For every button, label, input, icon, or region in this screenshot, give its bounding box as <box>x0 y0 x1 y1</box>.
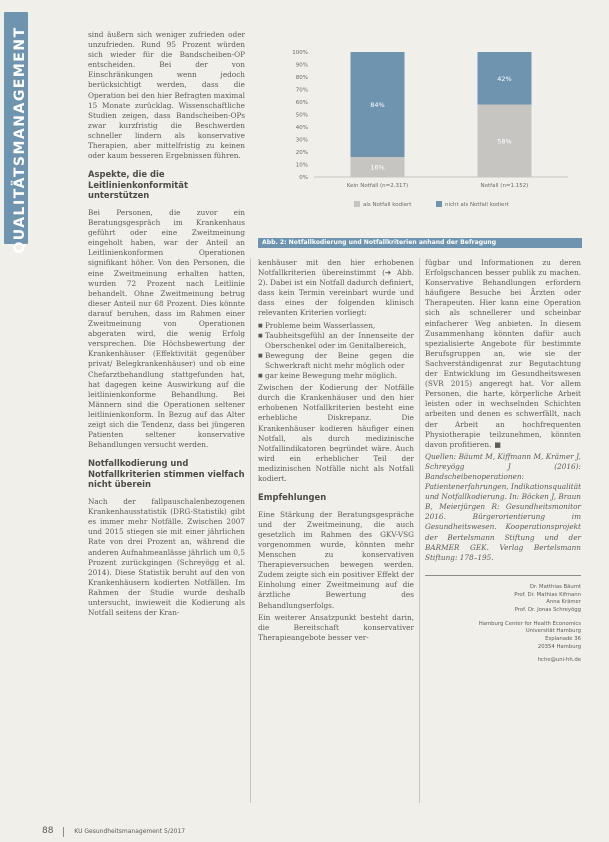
figure-chart <box>258 38 582 250</box>
data-label: 42% <box>497 74 512 83</box>
y-tick-label: 100% <box>292 50 308 56</box>
footer-separator <box>63 827 64 837</box>
data-label: 16% <box>370 163 385 172</box>
paragraph: Nach der fallpauschalenbezogenen Krankenhausstatistik (DRG-Statistik) gibt es immer mehr Notfälle. Zwischen 2007 und 2015 stiegen sie mit einer jährlichen Rate von drei Prozent an, während die anderen Aufnahmeanlässe jährlich um 0,5 Prozent zurückgingen (Schreyögg et al. 2014). Diese Statistik beruht auf den von Krankenhäusern kodierten Notfällen. Im Rahmen der Studie wurde deshalb untersucht, inwieweit die Kodierung als Notfall seitens der Kran- <box>88 497 245 618</box>
section-title: QUALITÄTSMANAGEMENT <box>12 26 28 254</box>
paragraph: kenhäuser mit den hier erhobenen Notfallkriterien übereinstimmt (➔ Abb. 2). Dabei ist ein Notfall dadurch definiert, dass kein Termin vereinbart wurde und dass eines der folgenden klinisch relevanten Kriterien vorliegt: <box>258 258 414 318</box>
y-tick-label: 20% <box>295 150 308 156</box>
category-label: Notfall (n=1.152) <box>480 183 529 189</box>
paragraph: sind äußern sich weniger zufrieden oder unzufrieden. Rund 95 Prozent würden sich wieder für die Bandscheiben-OP entscheiden. Bei der von Einschränkungen wenn jedoch berücksichtigt werden, dass die Operation bei den hier Befragten maximal 15 Monate zurücklag. Wissenschaftliche Studien zeigen, dass Bandscheiben-OPs zwar kurzfristig die Beschwerden schneller lindern als konservative Therapien, aber mittelfristig zu keinen oder kaum besseren Ergebnissen führen. <box>88 30 245 161</box>
y-tick-label: 10% <box>295 162 308 169</box>
paragraph: Eine Stärkung der Beratungsgespräche und der Zweitmeinung, die auch gesetzlich im Rahmen des GKV-VSG vorgenommen wurde, könnten mehr Menschen zu konservativen Therapieversuchen bewegen werden. Zudem zeigte sich ein positiver Effekt der Einholung einer Zweitmeinung auf die ärztliche Bewertung des Behandlungserfolgs. <box>258 509 414 610</box>
legend-swatch <box>354 201 360 207</box>
y-tick-label: 30% <box>295 137 308 144</box>
list-item: ■ Bewegung der Beine gegen die Schwerkraft nicht mehr möglich oder <box>258 351 414 371</box>
contact-email: hche@uni-hh.de <box>537 657 581 664</box>
legend-label: nicht als Notfall kodiert <box>445 202 509 208</box>
end-mark: ■ <box>494 440 502 449</box>
list-item: ■ Probleme beim Wasserlassen, <box>258 321 414 331</box>
section-heading: Empfehlungen <box>258 492 327 503</box>
column-divider <box>250 258 251 803</box>
paragraph <box>425 258 581 450</box>
author-name: Anna Krämer <box>546 599 581 606</box>
y-tick-label: 0% <box>299 175 308 181</box>
paragraph: Ein weiterer Ansatzpunkt besteht darin, die Bereitschaft konservativer Therapieangebote besser ver- <box>258 612 414 642</box>
criteria-list <box>258 321 414 382</box>
author-block <box>425 575 581 665</box>
institution-line: Esplanade 36 <box>545 636 581 643</box>
publication-name: KU Gesundheitsmanagement 5/2017 <box>74 828 186 835</box>
y-tick-label: 80% <box>295 75 308 81</box>
page-number: 88 <box>42 826 54 836</box>
legend-label: als Notfall kodiert <box>363 202 412 208</box>
page-footer <box>42 826 582 837</box>
institution-line: Universität Hamburg <box>525 628 581 635</box>
text-column-1 <box>88 30 245 620</box>
section-heading: Aspekte, die die Leitlinienkonformität unterstützen <box>88 169 188 201</box>
y-tick-label: 60% <box>295 100 308 106</box>
list-item: ■ gar keine Bewegung mehr möglich. <box>258 371 414 381</box>
section-heading: Notfallkodierung und Notfallkriterien stimmen vielfach nicht überein <box>88 458 245 490</box>
institution-line: Hamburg Center for Health Economics <box>478 620 581 627</box>
paragraph-text: fügbar und Informationen zu deren Erfolgschancen besser publik zu machen. Konservative Behandlungen erfordern häufigere Besuche bei Ärzten oder Therapeuten. Hier kann eine Operation sich als schnellerer und scheinbar einfacherer Weg anbieten. In diesem Zusammenhang könnten dafür auch spezialisierte Angebote für bestimmte Berufsgruppen an, wie sie der Sachverständigenrat zur Begutachtung der Entwicklung im Gesundheitswesen (SVR 2015) angeregt hat. Vor allem Personen, die harte, körperliche Arbeit leisten oder in wechselnden Schichten arbeiten und denen es schwerfällt, nach der Arbeit an hochfrequenten Physiotherapie teilzunehmen, könnten davon profitieren. <box>425 258 581 449</box>
sidebar <box>0 0 32 842</box>
source-citation: Quellen: Bäumt M, Kiffmann M, Krämer J, Schreyögg J (2016): Bandscheibenoperationen: Patientenerfahrungen, Indikationsqualität und Notfallkodierung. In: Böcken J, Braun B, Meierjürgen R: Gesundheitsmonitor 2016. Bürgerorientierung im Gesundheitswesen. Kooperationsprojekt der Bertelsmann Stiftung und der BARMER GEK. Verlag Bertelsmann Stiftung: 178–195. <box>425 451 582 562</box>
paragraph: Bei Personen, die zuvor ein Beratungsgespräch im Krankenhaus geführt oder eine Zweitmeinung eingeholt haben, war der Anteil an Leitlinienkonformen Operationen signifikant höher. Von den Personen, die eine Zweitmeinung erhalten hatten, wurden 72 Prozent nach Leitlinie behandelt. Ohne Zweitmeinung betrug dieser Anteil nur 68 Prozent. Dies könnte darauf beruhen, dass im Rahmen einer Zweitmeinung von Operationen abgeraten wird, die wenig Erfolg versprechen. Die Höchsbewertung der Krankenhäuser (Effektivität gegenüber privat/ Belegkrankenhäuser) und ob eine Chefarztbehandlung stattgefunden hat, hat dagegen keine Auswirkung auf die leitlinienkonforme Behandlung. Bei Männern sind die Operationen seltener leitlinienkonform. In Bezug auf das Alter zeigt sich die Tendenz, dass bei jüngeren Patienten seltener konservative Behandlungen versucht werden. <box>88 208 245 450</box>
institution-line: 20354 Hamburg <box>537 643 581 650</box>
y-tick-label: 90% <box>295 62 308 69</box>
list-item: ■ Taubheitsgefühl an der Innenseite der Oberschenkel oder im Genitalbereich, <box>258 331 414 351</box>
category-label: Kein Notfall (n=2.317) <box>346 183 409 189</box>
legend-swatch <box>436 201 442 207</box>
y-tick-label: 50% <box>295 112 308 119</box>
data-label: 84% <box>370 101 385 109</box>
text-column-3 <box>425 258 581 665</box>
author-name: Prof. Dr. Jonas Schreyögg <box>514 606 581 613</box>
column-divider <box>419 258 420 803</box>
author-name: Prof. Dr. Mathias Kifmann <box>514 591 581 598</box>
y-tick-label: 40% <box>295 125 308 131</box>
text-column-2 <box>258 258 414 645</box>
institution-block <box>425 621 581 652</box>
author-name: Dr. Matthias Bäumt <box>529 583 581 590</box>
section-tab <box>4 12 28 254</box>
data-label: 58% <box>497 137 512 146</box>
stacked-bar-chart <box>258 38 582 250</box>
paragraph: Zwischen der Kodierung der Notfälle durch die Krankenhäuser und den hier erhobenen Notfallkriterien besteht eine erhebliche Diskrepanz. Die Krankenhäuser kodieren häufiger einen Notfall, als durch medizinische Notfallindikatoren begründet wäre. Auch wird ein erheblicher Teil der medizinischen Notfälle nicht als Notfall kodiert. <box>258 383 414 483</box>
figure-caption: Abb. 2: Notfallkodierung und Notfallkriterien anhand der Befragung <box>258 238 582 248</box>
y-tick-label: 70% <box>295 87 308 94</box>
